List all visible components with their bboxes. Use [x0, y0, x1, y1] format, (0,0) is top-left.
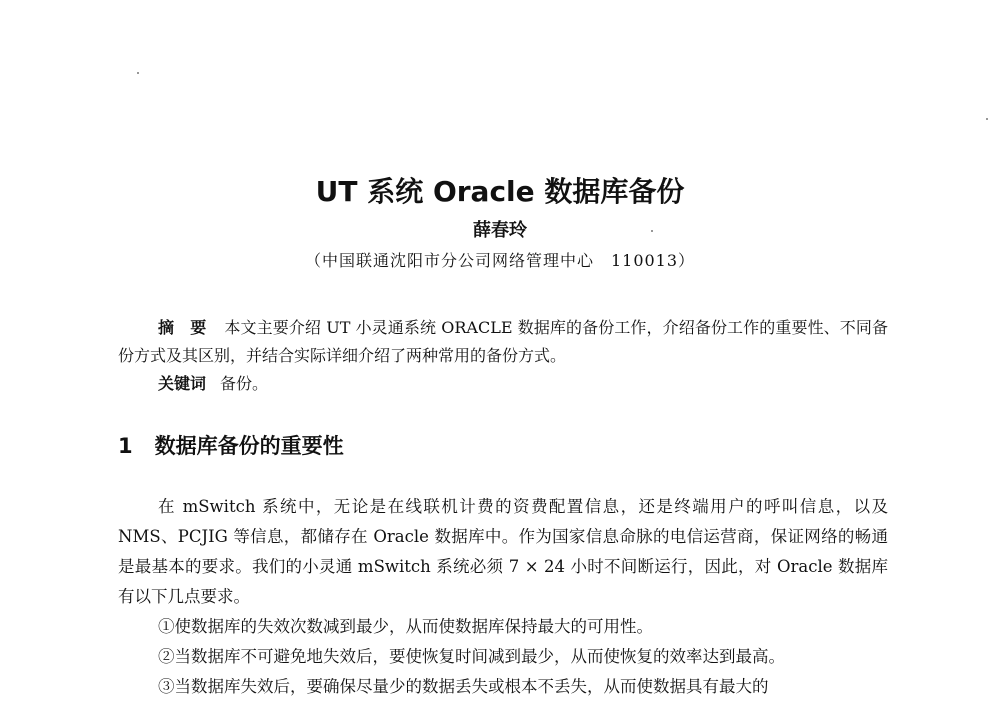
scan-speck: [137, 72, 139, 74]
author-name: 薛春玲: [473, 220, 527, 241]
section-heading: [118, 430, 344, 460]
paper-title: UT 系统 Oracle 数据库备份: [315, 175, 685, 208]
section-number: 1: [118, 434, 133, 458]
body-paragraph: 在 mSwitch 系统中，无论是在线联机计费的资费配置信息，还是终端用户的呼叫信息，以及 NMS、PCJIG 等信息，都储存在 Oracle 数据库中。作为国家信息命脉的电信运营商，保证网络的畅通是最基本的要求。我们的小灵通 mSwitch 系统必须 7 × 24 小时不间断运行，因此，对 Oracle 数据库有以下几点要求。: [118, 497, 888, 606]
abstract-text: 本文主要介绍 UT 小灵通系统 ORACLE 数据库的备份工作，介绍备份工作的重要性、不同备份方式及其区别，并结合实际详细介绍了两种常用的备份方式。: [118, 318, 888, 365]
body-paragraph: ①使数据库的失效次数减到最少，从而使数据库保持最大的可用性。: [158, 617, 653, 636]
keywords-text: 备份。: [220, 374, 269, 393]
section-body: [118, 492, 888, 702]
abstract-label: 摘 要: [158, 318, 207, 337]
abstract-block: [118, 314, 888, 398]
section-title: 数据库备份的重要性: [154, 434, 344, 458]
author-affiliation: （中国联通沈阳市分公司网络管理中心 110013）: [304, 251, 696, 270]
scan-speck: [986, 118, 988, 120]
abstract-paragraph: [118, 314, 888, 370]
body-paragraph: ③当数据库失效后，要确保尽量少的数据丢失或根本不丢失，从而使数据具有最大的: [158, 677, 769, 696]
keywords-paragraph: [118, 370, 888, 398]
keywords-label: 关键词: [158, 374, 207, 393]
body-paragraph: ②当数据库不可避免地失效后，要使恢复时间减到最少，从而使恢复的效率达到最高。: [158, 647, 785, 666]
